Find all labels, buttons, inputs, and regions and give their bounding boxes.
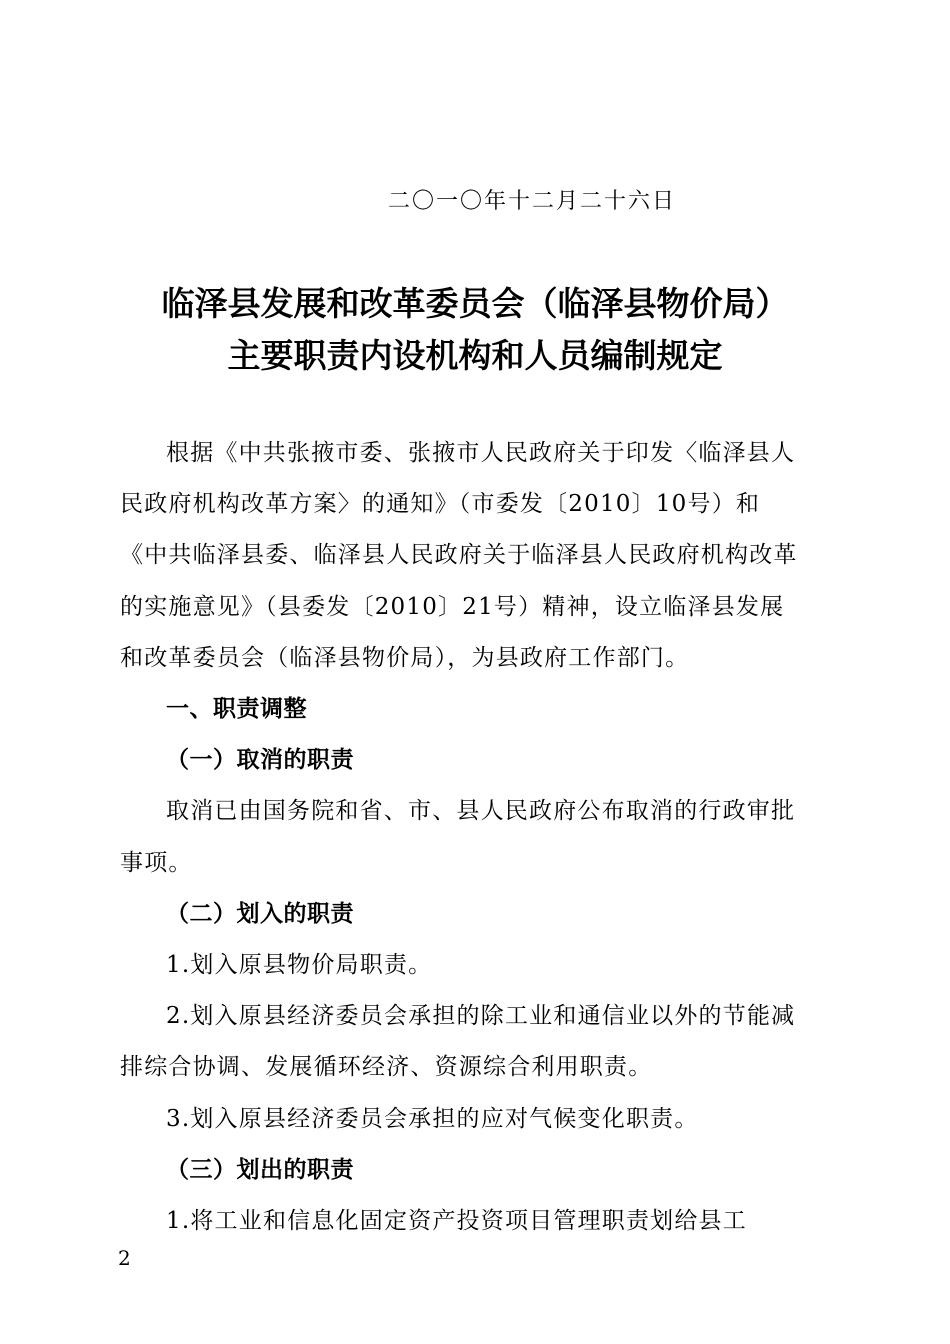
document-title-line-1: 临泽县发展和改革委员会（临泽县物价局）	[161, 284, 789, 323]
cancelled-duties-paragraph: 取消已由国务院和省、市、县人民政府公布取消的行政审批事项。	[120, 798, 796, 876]
document-body	[120, 428, 805, 1247]
transferred-in-item-2: 2.划入原县经济委员会承担的除工业和通信业以外的节能减排综合协调、发展循环经济、资源综合利用职责。	[120, 1003, 796, 1081]
subsection-heading-cancelled-duties: （一）取消的职责	[166, 747, 354, 774]
transferred-in-item-3: 3.划入原县经济委员会承担的应对气候变化职责。	[166, 1105, 699, 1132]
transferred-out-item-1: 1.将工业和信息化固定资产投资项目管理职责划给县工	[166, 1208, 747, 1235]
page-number: 2	[118, 1246, 131, 1270]
subsection-heading-transferred-in-duties: （二）划入的职责	[166, 900, 354, 927]
section-heading-duty-adjustment: 一、职责调整	[166, 696, 307, 723]
intro-paragraph: 根据《中共张掖市委、张掖市人民政府关于印发〈临泽县人民政府机构改革方案〉的通知》（市委发〔2010〕10号）和《中共临泽县委、临泽县人民政府关于临泽县人民政府机构改革的实施意见》（县委发〔2010〕21号）精神，设立临泽县发展和改革委员会（临泽县物价局），为县政府工作部门。	[120, 440, 798, 671]
transferred-in-item-1: 1.划入原县物价局职责。	[166, 952, 433, 979]
subsection-heading-transferred-out-duties: （三）划出的职责	[166, 1156, 354, 1183]
document-date: 二〇一〇年十二月二十六日	[388, 189, 677, 214]
document-title-line-2: 主要职责内设机构和人员编制规定	[227, 336, 723, 375]
